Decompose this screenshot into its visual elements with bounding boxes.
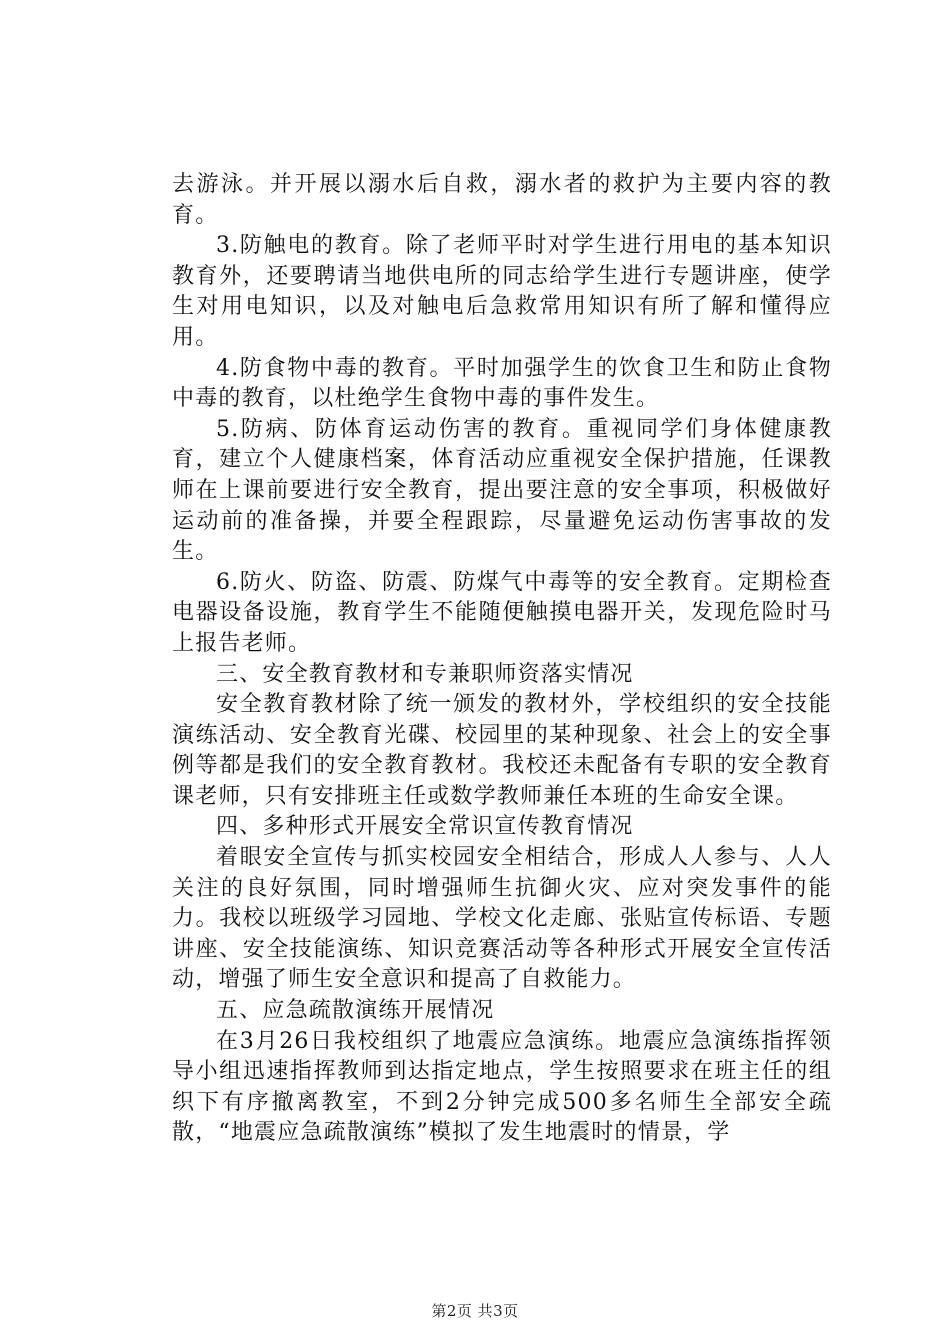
section-heading: 五、应急疏散演练开展情况 — [216, 998, 495, 1024]
paragraph: 在3月26日我校组织了地震应急演练。地震应急演练指挥领导小组迅速指挥教师到达指定地点，学生按照要求在班主任的组织下有序撤离教室，不到2分钟完成500多名师生全部安全疏散，“地震应急疏散演练”模拟了发生地震时的情景，学 — [172, 1028, 832, 1146]
document-body — [172, 170, 832, 1149]
paragraph: 3.防触电的教育。除了老师平时对学生进行用电的基本知识教育外，还要聘请当地供电所的同志给学生进行专题讲座，使学生对用电知识，以及对触电后急救常用知识有所了解和懂得应用。 — [172, 233, 832, 350]
page-number-footer: 第2页 共3页 — [431, 1302, 519, 1320]
paragraph: 4.防食物中毒的教育。平时加强学生的饮食卫生和防止食物中毒的教育，以杜绝学生食物中毒的事件发生。 — [172, 355, 832, 412]
paragraph: 5.防病、防体育运动伤害的教育。重视同学们身体健康教育，建立个人健康档案，体育活动应重视安全保护措施，任课教师在上课前要进行安全教育，提出要注意的安全事项，积极做好运动前的准备操，并要全程跟踪，尽量避免运动伤害事故的发生。 — [172, 416, 832, 565]
section-heading: 四、多种形式开展安全常识宣传教育情况 — [216, 814, 634, 840]
paragraph: 安全教育教材除了统一颁发的教材外，学校组织的安全技能演练活动、安全教育光碟、校园里的某种现象、社会上的安全事例等都是我们的安全教育教材。我校还未配备有专职的安全教育课老师，只有安排班主任或数学教师兼任本班的生命安全课。 — [172, 692, 832, 809]
section-heading: 三、安全教育教材和专兼职师资落实情况 — [216, 661, 634, 687]
paragraph: 着眼安全宣传与抓实校园安全相结合，形成人人参与、人人关注的良好氛围，同时增强师生抗御火灾、应对突发事件的能力。我校以班级学习园地、学校文化走廊、张贴宣传标语、专题讲座、安全技能演练、知识竞赛活动等各种形式开展安全宣传活动，增强了师生安全意识和提高了自救能力。 — [172, 845, 832, 993]
paragraph: 6.防火、防盗、防震、防煤气中毒等的安全教育。定期检查电器设备设施，教育学生不能随便触摸电器开关，发现危险时马上报告老师。 — [172, 569, 832, 656]
paragraph: 去游泳。并开展以溺水后自救，溺水者的救护为主要内容的教育。 — [172, 172, 832, 228]
